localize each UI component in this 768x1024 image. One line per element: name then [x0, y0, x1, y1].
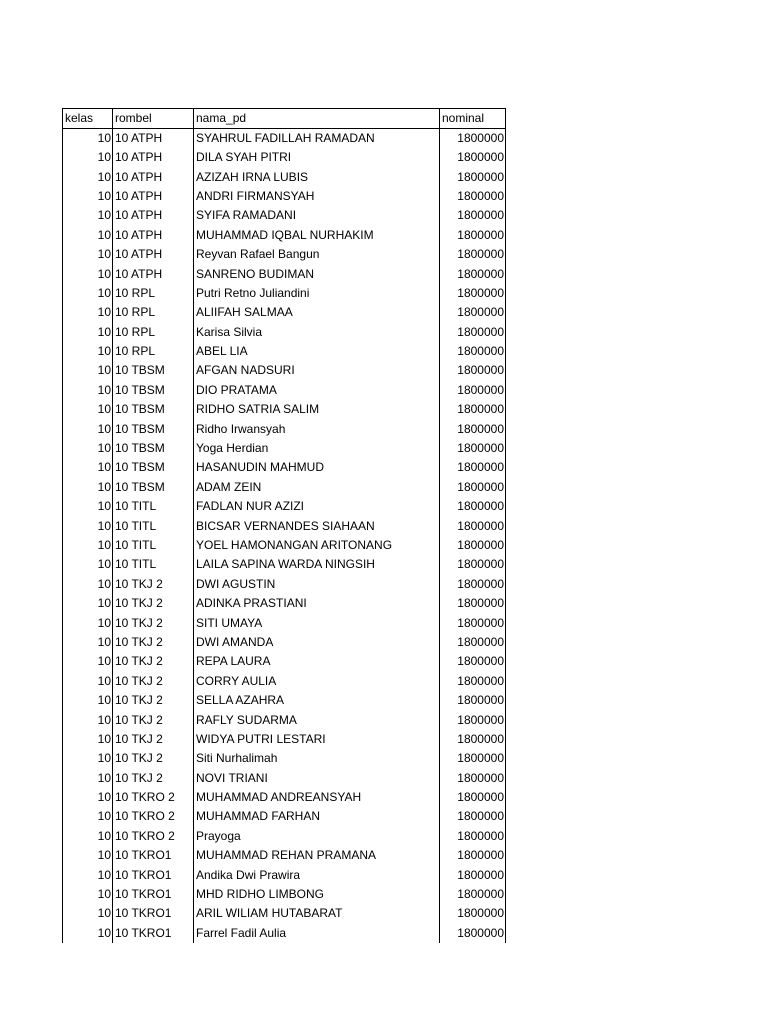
table-row: [63, 400, 506, 419]
cell-nominal: 1800000: [440, 323, 506, 342]
cell-rombel: 10 TKJ 2: [113, 613, 194, 632]
table-row: [63, 846, 506, 865]
cell-rombel: 10 ATPH: [113, 226, 194, 245]
cell-rombel: 10 ATPH: [113, 148, 194, 167]
cell-kelas: 10: [63, 381, 113, 400]
cell-rombel: 10 TKJ 2: [113, 652, 194, 671]
table-row: [63, 652, 506, 671]
data-table: [62, 108, 506, 943]
cell-nama-pd: ABEL LIA: [194, 342, 440, 361]
cell-nominal: 1800000: [440, 865, 506, 884]
cell-nama-pd: ALIIFAH SALMAA: [194, 303, 440, 322]
table-row: [63, 148, 506, 167]
table-row: [63, 691, 506, 710]
cell-nominal: 1800000: [440, 361, 506, 380]
cell-nominal: 1800000: [440, 148, 506, 167]
cell-rombel: 10 ATPH: [113, 206, 194, 225]
cell-rombel: 10 TBSM: [113, 381, 194, 400]
cell-nominal: 1800000: [440, 730, 506, 749]
cell-nama-pd: SANRENO BUDIMAN: [194, 264, 440, 283]
cell-rombel: 10 TKRO1: [113, 865, 194, 884]
table-row: [63, 264, 506, 283]
cell-rombel: 10 ATPH: [113, 245, 194, 264]
column-header-nominal: nominal: [440, 109, 506, 129]
cell-nominal: 1800000: [440, 885, 506, 904]
cell-nama-pd: ANDRI FIRMANSYAH: [194, 187, 440, 206]
cell-kelas: 10: [63, 788, 113, 807]
table-row: [63, 342, 506, 361]
cell-nominal: 1800000: [440, 458, 506, 477]
cell-nominal: 1800000: [440, 672, 506, 691]
cell-nominal: 1800000: [440, 652, 506, 671]
cell-nama-pd: DWI AMANDA: [194, 633, 440, 652]
table-row: [63, 749, 506, 768]
cell-nominal: 1800000: [440, 904, 506, 923]
cell-nama-pd: ADAM ZEIN: [194, 478, 440, 497]
cell-nama-pd: Prayoga: [194, 827, 440, 846]
cell-kelas: 10: [63, 536, 113, 555]
table-row: [63, 245, 506, 264]
table-row: [63, 865, 506, 884]
table-row: [63, 303, 506, 322]
cell-nominal: 1800000: [440, 575, 506, 594]
cell-kelas: 10: [63, 672, 113, 691]
cell-rombel: 10 TKJ 2: [113, 691, 194, 710]
cell-kelas: 10: [63, 419, 113, 438]
cell-nama-pd: CORRY AULIA: [194, 672, 440, 691]
cell-nominal: 1800000: [440, 400, 506, 419]
cell-nama-pd: YOEL HAMONANGAN ARITONANG: [194, 536, 440, 555]
cell-nama-pd: BICSAR VERNANDES SIAHAAN: [194, 516, 440, 535]
cell-rombel: 10 ATPH: [113, 167, 194, 186]
table-row: [63, 478, 506, 497]
table-row: [63, 458, 506, 477]
cell-kelas: 10: [63, 167, 113, 186]
spreadsheet-sheet: [62, 108, 505, 943]
cell-nominal: 1800000: [440, 613, 506, 632]
cell-rombel: 10 TKRO1: [113, 846, 194, 865]
table-row: [63, 788, 506, 807]
cell-nama-pd: Reyvan Rafael Bangun: [194, 245, 440, 264]
cell-nominal: 1800000: [440, 924, 506, 943]
cell-nama-pd: DIO PRATAMA: [194, 381, 440, 400]
cell-rombel: 10 TBSM: [113, 361, 194, 380]
table-row: [63, 361, 506, 380]
table-row: [63, 575, 506, 594]
table-row: [63, 730, 506, 749]
table-row: [63, 672, 506, 691]
cell-nama-pd: Siti Nurhalimah: [194, 749, 440, 768]
cell-kelas: 10: [63, 904, 113, 923]
table-row: [63, 516, 506, 535]
cell-nama-pd: AZIZAH IRNA LUBIS: [194, 167, 440, 186]
table-row: [63, 226, 506, 245]
cell-kelas: 10: [63, 264, 113, 283]
cell-nama-pd: SITI UMAYA: [194, 613, 440, 632]
cell-kelas: 10: [63, 691, 113, 710]
cell-kelas: 10: [63, 478, 113, 497]
table-row: [63, 439, 506, 458]
table-body: [63, 129, 506, 944]
cell-rombel: 10 TKRO 2: [113, 827, 194, 846]
column-header-rombel: rombel: [113, 109, 194, 129]
table-row: [63, 323, 506, 342]
cell-nominal: 1800000: [440, 439, 506, 458]
cell-nama-pd: DWI AGUSTIN: [194, 575, 440, 594]
cell-nama-pd: MUHAMMAD REHAN PRAMANA: [194, 846, 440, 865]
cell-nominal: 1800000: [440, 129, 506, 149]
cell-rombel: 10 TKJ 2: [113, 575, 194, 594]
cell-nominal: 1800000: [440, 594, 506, 613]
cell-rombel: 10 TBSM: [113, 439, 194, 458]
table-row: [63, 419, 506, 438]
cell-rombel: 10 TKRO 2: [113, 807, 194, 826]
cell-nama-pd: AFGAN NADSURI: [194, 361, 440, 380]
table-row: [63, 284, 506, 303]
cell-rombel: 10 TKRO1: [113, 924, 194, 943]
cell-nominal: 1800000: [440, 284, 506, 303]
table-row: [63, 710, 506, 729]
cell-rombel: 10 TITL: [113, 555, 194, 574]
cell-rombel: 10 TKRO 2: [113, 788, 194, 807]
cell-nama-pd: DILA SYAH PITRI: [194, 148, 440, 167]
cell-kelas: 10: [63, 342, 113, 361]
cell-nama-pd: ARIL WILIAM HUTABARAT: [194, 904, 440, 923]
table-row: [63, 613, 506, 632]
cell-nominal: 1800000: [440, 633, 506, 652]
table-row: [63, 187, 506, 206]
cell-rombel: 10 TKJ 2: [113, 710, 194, 729]
cell-rombel: 10 RPL: [113, 342, 194, 361]
cell-nama-pd: Farrel Fadil Aulia: [194, 924, 440, 943]
cell-kelas: 10: [63, 323, 113, 342]
cell-kelas: 10: [63, 827, 113, 846]
cell-rombel: 10 TITL: [113, 516, 194, 535]
cell-nama-pd: ADINKA PRASTIANI: [194, 594, 440, 613]
cell-kelas: 10: [63, 206, 113, 225]
cell-nominal: 1800000: [440, 516, 506, 535]
cell-nominal: 1800000: [440, 827, 506, 846]
cell-nominal: 1800000: [440, 497, 506, 516]
cell-nominal: 1800000: [440, 264, 506, 283]
table-row: [63, 167, 506, 186]
cell-kelas: 10: [63, 187, 113, 206]
cell-nominal: 1800000: [440, 206, 506, 225]
table-row: [63, 769, 506, 788]
cell-nominal: 1800000: [440, 187, 506, 206]
cell-nominal: 1800000: [440, 245, 506, 264]
cell-kelas: 10: [63, 710, 113, 729]
cell-kelas: 10: [63, 516, 113, 535]
cell-rombel: 10 TKJ 2: [113, 672, 194, 691]
cell-kelas: 10: [63, 846, 113, 865]
table-row: [63, 807, 506, 826]
cell-kelas: 10: [63, 555, 113, 574]
cell-nama-pd: MUHAMMAD IQBAL NURHAKIM: [194, 226, 440, 245]
cell-kelas: 10: [63, 439, 113, 458]
cell-nominal: 1800000: [440, 691, 506, 710]
cell-kelas: 10: [63, 924, 113, 943]
cell-rombel: 10 TITL: [113, 536, 194, 555]
cell-nominal: 1800000: [440, 226, 506, 245]
cell-nama-pd: Andika Dwi Prawira: [194, 865, 440, 884]
cell-nominal: 1800000: [440, 555, 506, 574]
cell-nama-pd: Yoga Herdian: [194, 439, 440, 458]
cell-kelas: 10: [63, 458, 113, 477]
cell-nominal: 1800000: [440, 769, 506, 788]
cell-nama-pd: RIDHO SATRIA SALIM: [194, 400, 440, 419]
table-row: [63, 885, 506, 904]
cell-kelas: 10: [63, 226, 113, 245]
cell-kelas: 10: [63, 129, 113, 149]
cell-nama-pd: REPA LAURA: [194, 652, 440, 671]
cell-rombel: 10 TKJ 2: [113, 633, 194, 652]
table-row: [63, 536, 506, 555]
cell-kelas: 10: [63, 730, 113, 749]
cell-nama-pd: MUHAMMAD ANDREANSYAH: [194, 788, 440, 807]
cell-rombel: 10 RPL: [113, 284, 194, 303]
cell-kelas: 10: [63, 807, 113, 826]
cell-nominal: 1800000: [440, 846, 506, 865]
cell-nama-pd: MUHAMMAD FARHAN: [194, 807, 440, 826]
cell-nama-pd: NOVI TRIANI: [194, 769, 440, 788]
cell-rombel: 10 TBSM: [113, 400, 194, 419]
cell-kelas: 10: [63, 633, 113, 652]
header-row: [63, 109, 506, 129]
cell-rombel: 10 TBSM: [113, 458, 194, 477]
table-row: [63, 827, 506, 846]
cell-nama-pd: Karisa Silvia: [194, 323, 440, 342]
cell-kelas: 10: [63, 613, 113, 632]
cell-rombel: 10 TKJ 2: [113, 730, 194, 749]
cell-rombel: 10 TKRO1: [113, 885, 194, 904]
cell-nama-pd: SELLA AZAHRA: [194, 691, 440, 710]
cell-nominal: 1800000: [440, 749, 506, 768]
cell-kelas: 10: [63, 303, 113, 322]
cell-kelas: 10: [63, 885, 113, 904]
cell-nominal: 1800000: [440, 303, 506, 322]
cell-rombel: 10 TKJ 2: [113, 769, 194, 788]
table-row: [63, 381, 506, 400]
cell-kelas: 10: [63, 865, 113, 884]
table-row: [63, 904, 506, 923]
cell-kelas: 10: [63, 284, 113, 303]
cell-nama-pd: HASANUDIN MAHMUD: [194, 458, 440, 477]
cell-rombel: 10 TITL: [113, 497, 194, 516]
cell-rombel: 10 ATPH: [113, 187, 194, 206]
cell-nominal: 1800000: [440, 381, 506, 400]
cell-nominal: 1800000: [440, 342, 506, 361]
cell-nama-pd: MHD RIDHO LIMBONG: [194, 885, 440, 904]
cell-nominal: 1800000: [440, 167, 506, 186]
cell-rombel: 10 RPL: [113, 323, 194, 342]
cell-nama-pd: Ridho Irwansyah: [194, 419, 440, 438]
cell-nominal: 1800000: [440, 536, 506, 555]
cell-nominal: 1800000: [440, 807, 506, 826]
cell-kelas: 10: [63, 400, 113, 419]
cell-rombel: 10 TKJ 2: [113, 749, 194, 768]
cell-nominal: 1800000: [440, 788, 506, 807]
cell-rombel: 10 ATPH: [113, 264, 194, 283]
cell-nama-pd: RAFLY SUDARMA: [194, 710, 440, 729]
cell-rombel: 10 ATPH: [113, 129, 194, 149]
cell-nama-pd: WIDYA PUTRI LESTARI: [194, 730, 440, 749]
table-row: [63, 555, 506, 574]
cell-nama-pd: SYAHRUL FADILLAH RAMADAN: [194, 129, 440, 149]
cell-kelas: 10: [63, 652, 113, 671]
column-header-kelas: kelas: [63, 109, 113, 129]
cell-nama-pd: SYIFA RAMADANI: [194, 206, 440, 225]
table-row: [63, 924, 506, 943]
cell-kelas: 10: [63, 769, 113, 788]
table-row: [63, 594, 506, 613]
column-header-nama-pd: nama_pd: [194, 109, 440, 129]
cell-rombel: 10 RPL: [113, 303, 194, 322]
cell-rombel: 10 TBSM: [113, 478, 194, 497]
table-row: [63, 497, 506, 516]
cell-rombel: 10 TKRO1: [113, 904, 194, 923]
cell-nominal: 1800000: [440, 419, 506, 438]
cell-kelas: 10: [63, 361, 113, 380]
table-row: [63, 206, 506, 225]
cell-kelas: 10: [63, 594, 113, 613]
cell-nama-pd: FADLAN NUR AZIZI: [194, 497, 440, 516]
cell-kelas: 10: [63, 148, 113, 167]
cell-kelas: 10: [63, 497, 113, 516]
cell-nama-pd: Putri Retno Juliandini: [194, 284, 440, 303]
cell-kelas: 10: [63, 245, 113, 264]
cell-rombel: 10 TKJ 2: [113, 594, 194, 613]
cell-kelas: 10: [63, 575, 113, 594]
table-row: [63, 633, 506, 652]
cell-kelas: 10: [63, 749, 113, 768]
cell-nama-pd: LAILA SAPINA WARDA NINGSIH: [194, 555, 440, 574]
cell-nominal: 1800000: [440, 478, 506, 497]
cell-nominal: 1800000: [440, 710, 506, 729]
cell-rombel: 10 TBSM: [113, 419, 194, 438]
table-row: [63, 129, 506, 149]
